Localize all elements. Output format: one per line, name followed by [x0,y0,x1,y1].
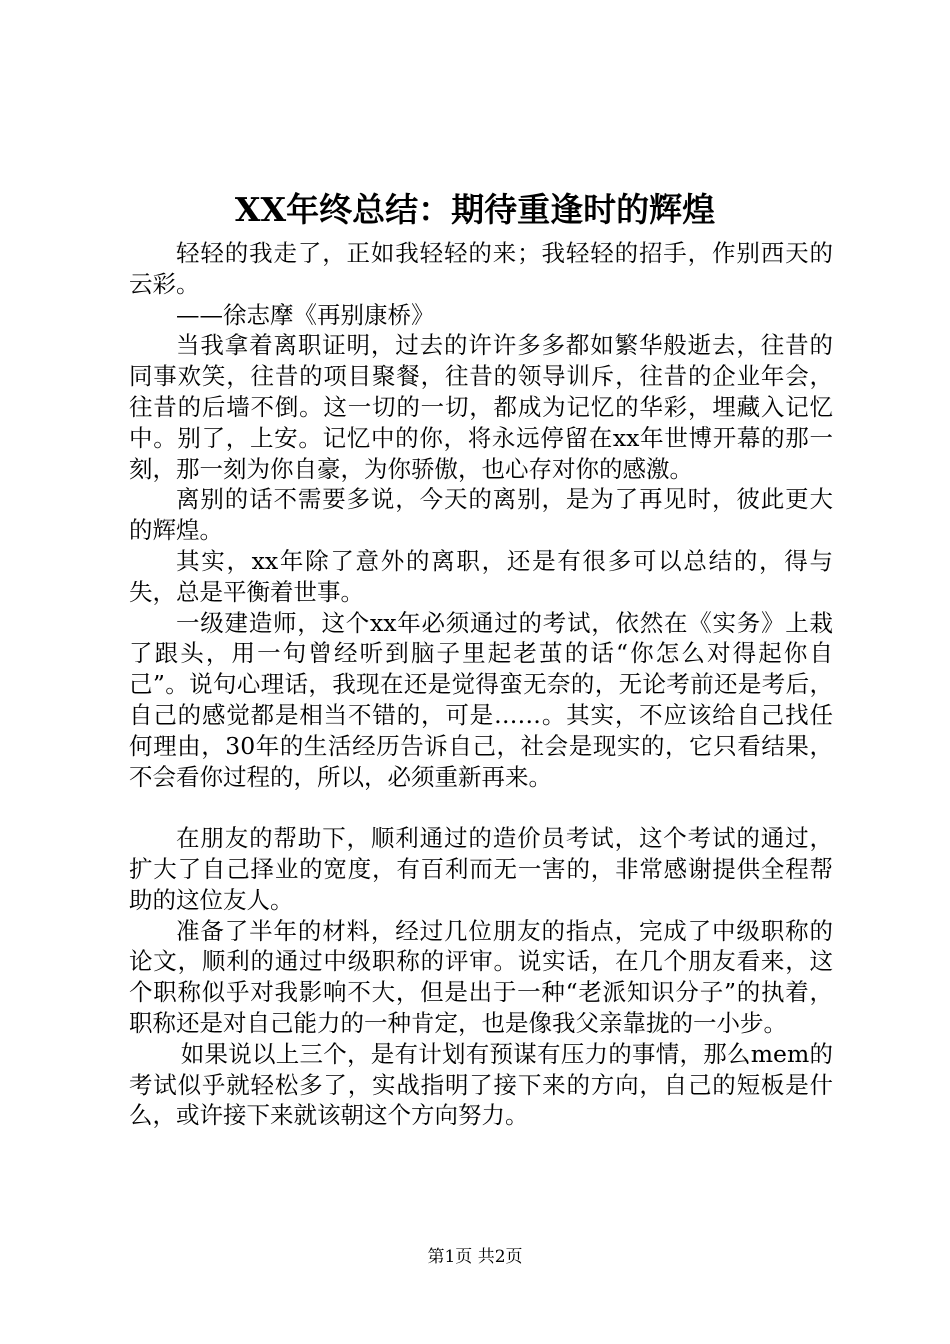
paragraph-poem-quote: 轻轻的我走了，正如我轻轻的来；我轻轻的招手，作别西天的云彩。 [129,239,833,298]
paragraph-resignation: 当我拿着离职证明，过去的许许多多都如繁华般逝去，往昔的同事欢笑，往昔的项目聚餐，往昔的领导训斥，往昔的企业年会，往昔的后墙不倒。这一切的一切，都成为记忆的华彩，埋藏入记忆中。别了，上安。记忆中的你，将永远停留在xx年世博开幕的那一刻，那一刻为你自豪，为你骄傲，也心存对你的感激。 [129,331,833,483]
paragraph-poem-attribution: ——徐志摩《再别康桥》 [176,300,435,329]
paragraph-summary-intro: 其实，xx年除了意外的离职，还是有很多可以总结的，得与失，总是平衡着世事。 [129,546,833,606]
paragraph-professional-title: 准备了半年的材料，经过几位朋友的指点，完成了中级职称的论文，顺利的通过中级职称的评审。说实话，在几个朋友看来，这个职称似乎对我影响不大，但是出于一种“老派知识分子”的执着，职称还是对自己能力的一种肯定，也是像我父亲靠拢的一小步。 [129,916,833,1037]
paragraph-cost-engineer-exam: 在朋友的帮助下，顺利通过的造价员考试，这个考试的通过，扩大了自己择业的宽度，有百利而无一害的，非常感谢提供全程帮助的这位友人。 [129,824,833,914]
page-number-footer: 第1页 共2页 [427,1247,523,1267]
document-body [129,238,833,1131]
paragraph-constructor-exam: 一级建造师，这个xx年必须通过的考试，依然在《实务》上栽了跟头，用一句曾经听到脑子里起老茧的话“你怎么对得起你自己”。说句心理话，我现在还是觉得蛮无奈的，无论考前还是考后，自己的感觉都是相当不错的，可是……。其实，不应该给自己找任何理由，30年的生活经历告诉自己，社会是现实的，它只看结果，不会看你过程的，所以，必须重新再来。 [129,608,833,791]
paragraph-farewell: 离别的话不需要多说，今天的离别，是为了再见时，彼此更大的辉煌。 [129,485,833,545]
document-title: XX年终总结：期待重逢时的辉煌 [234,190,716,229]
paragraph-mem-exam: 如果说以上三个，是有计划有预谋有压力的事情，那么mem的考试似乎就轻松多了，实战指明了接下来的方向，自己的短板是什么，或许接下来就该朝这个方向努力。 [129,1039,833,1130]
